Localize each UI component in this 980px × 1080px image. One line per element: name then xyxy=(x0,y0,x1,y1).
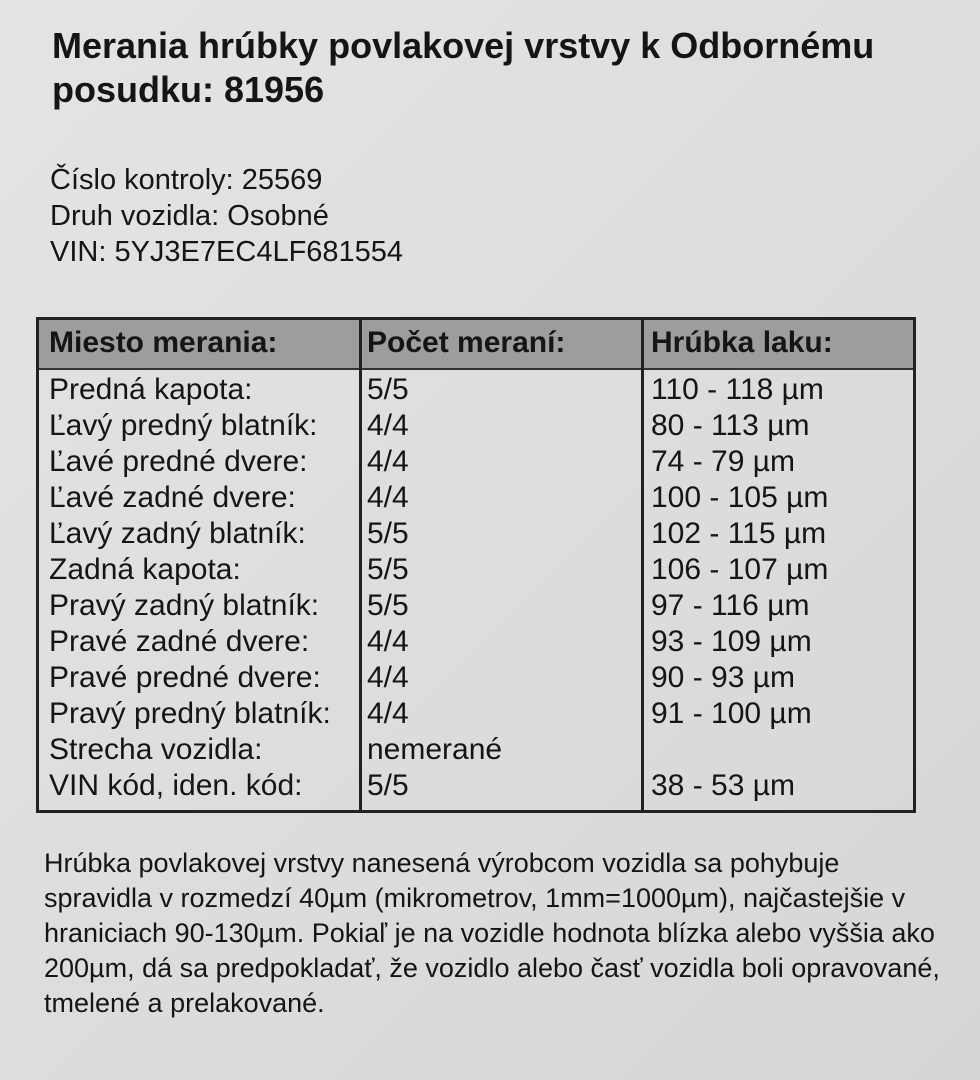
table-body xyxy=(39,372,913,804)
cell-count: 4/4 xyxy=(367,409,409,442)
cell-place: Predná kapota: xyxy=(49,373,253,406)
table-row xyxy=(39,408,913,444)
table-row xyxy=(39,372,913,408)
cell-thickness: 93 - 109 µm xyxy=(651,625,812,658)
cell-place: Ľavý predný blatník: xyxy=(49,409,318,442)
cell-count: 5/5 xyxy=(367,553,409,586)
table-row xyxy=(39,588,913,624)
cell-count: 5/5 xyxy=(367,373,409,406)
cell-count: 5/5 xyxy=(367,589,409,622)
cell-count: 4/4 xyxy=(367,445,409,478)
cell-count: 5/5 xyxy=(367,517,409,550)
table-row xyxy=(39,660,913,696)
cell-thickness: 91 - 100 µm xyxy=(651,697,812,730)
cell-thickness: 90 - 93 µm xyxy=(651,661,796,694)
control-number: Číslo kontroly: 25569 xyxy=(50,164,323,196)
cell-count: 4/4 xyxy=(367,481,409,514)
cell-place: VIN kód, iden. kód: xyxy=(49,769,303,802)
cell-place: Ľavý zadný blatník: xyxy=(49,517,306,550)
cell-place: Strecha vozidla: xyxy=(49,733,263,766)
vin-number: VIN: 5YJ3E7EC4LF681554 xyxy=(50,236,404,268)
table-row xyxy=(39,480,913,516)
measurements-table xyxy=(36,317,916,813)
cell-count: 4/4 xyxy=(367,697,409,730)
table-row xyxy=(39,552,913,588)
cell-place: Ľavé zadné dvere: xyxy=(49,481,296,514)
table-row xyxy=(39,444,913,480)
cell-thickness: 110 - 118 µm xyxy=(651,373,824,406)
cell-thickness: 102 - 115 µm xyxy=(651,517,827,550)
cell-thickness: 74 - 79 µm xyxy=(651,445,796,478)
cell-place: Ľavé predné dvere: xyxy=(49,445,308,478)
cell-count: 4/4 xyxy=(367,661,409,694)
cell-thickness: 106 - 107 µm xyxy=(651,553,829,586)
header-place: Miesto merania: xyxy=(49,326,278,359)
table-row xyxy=(39,732,913,768)
cell-place: Pravé predné dvere: xyxy=(49,661,321,694)
cell-count: 5/5 xyxy=(367,769,409,802)
cell-count: nemerané xyxy=(367,733,503,766)
document-title: Merania hrúbky povlakovej vrstvy k Odbornému posudku: 81956 xyxy=(52,25,875,110)
header-thickness: Hrúbka laku: xyxy=(651,326,833,359)
cell-thickness: 80 - 113 µm xyxy=(651,409,810,442)
cell-place: Pravé zadné dvere: xyxy=(49,625,310,658)
cell-place: Zadná kapota: xyxy=(49,553,241,586)
explanatory-note: Hrúbka povlakovej vrstvy nanesená výrobcom vozidla sa pohybuje spravidla v rozmedzí 40µm (mikrometrov, 1mm=1000µm), najčastejšie v hraniciach 90-130µm. Pokiaľ je na vozidle hodnota blízka alebo vyššia ako 200µm, dá sa predpokladať, že vozidlo alebo časť vozidla boli opravované, tmelené a prelakované. xyxy=(44,848,940,1018)
table-row xyxy=(39,696,913,732)
table-row xyxy=(39,624,913,660)
document-meta xyxy=(50,162,403,270)
cell-thickness: 97 - 116 µm xyxy=(651,589,810,622)
cell-thickness: 100 - 105 µm xyxy=(651,481,829,514)
table-row xyxy=(39,516,913,552)
vehicle-type: Druh vozidla: Osobné xyxy=(50,200,329,232)
cell-place: Pravý predný blatník: xyxy=(49,697,331,730)
table-row xyxy=(39,768,913,804)
table-header xyxy=(39,320,913,370)
cell-place: Pravý zadný blatník: xyxy=(49,589,320,622)
header-count: Počet meraní: xyxy=(367,326,566,359)
cell-thickness: 38 - 53 µm xyxy=(651,769,796,802)
cell-count: 4/4 xyxy=(367,625,409,658)
